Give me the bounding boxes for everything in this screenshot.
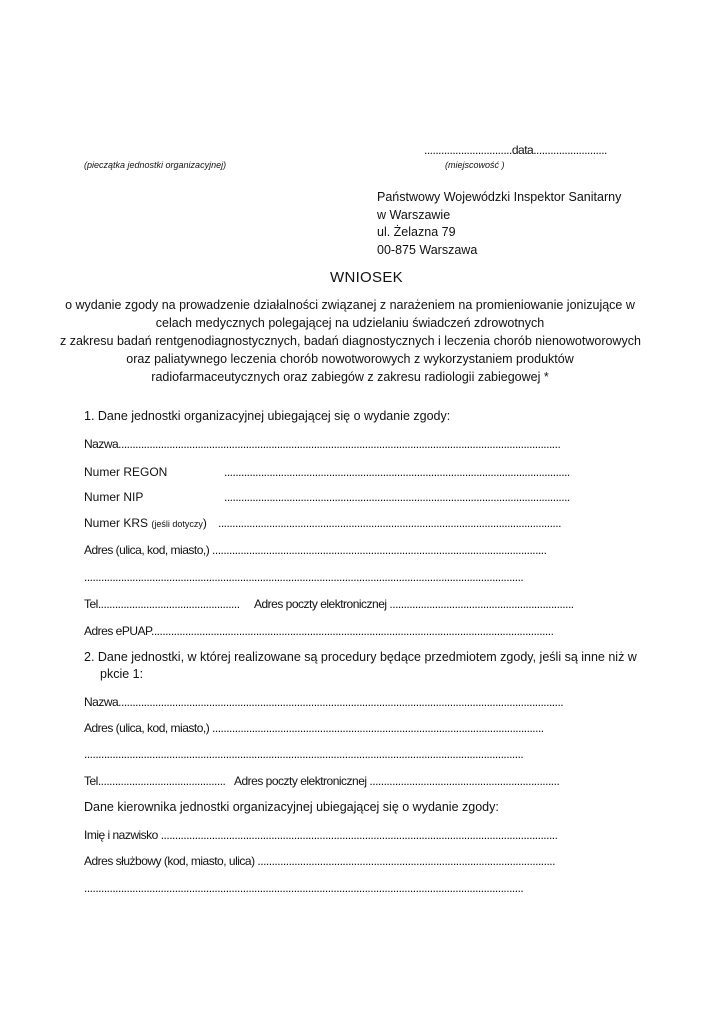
document-subtitle <box>60 296 640 386</box>
krs-label-text: Numer KRS <box>84 516 149 530</box>
subtitle-line: oraz paliatywnego leczenia chorób nowotworowych z wykorzystaniem produktów <box>126 352 574 366</box>
manager-address-field[interactable]: Adres służbowy (kod, miasto, ulica) ......................................................................................................... <box>84 854 555 868</box>
epuap-field[interactable]: Adres ePUAP.............................................................................................................................................. <box>84 624 554 638</box>
section2-email-field[interactable]: Adres poczty elektronicznej ................................................................... <box>234 774 560 788</box>
nip-field[interactable]: .......................................................................................................................... <box>224 490 570 504</box>
address-continuation-field[interactable]: ........................................................................................................................................................... <box>84 570 524 584</box>
krs-note: (jeśli dotyczy <box>151 519 203 529</box>
nip-label: Numer NIP <box>84 490 144 504</box>
date-line[interactable]: ...............................data.......................... <box>424 143 607 157</box>
section1-heading: 1. Dane jednostki organizacyjnej ubiegającej się o wydanie zgody: <box>84 409 451 423</box>
krs-label <box>84 516 207 530</box>
section2-phone-field[interactable]: Tel............................................. <box>84 774 226 788</box>
recipient-line-2: w Warszawie <box>377 207 451 222</box>
document-title: WNIOSEK <box>330 269 403 286</box>
subtitle-line: radiofarmaceutycznych oraz zabiegów z zakresu radiologii zabiegowej * <box>151 370 549 384</box>
regon-field[interactable]: .......................................................................................................................... <box>224 465 570 479</box>
address-field[interactable]: Adres (ulica, kod, miasto,) ...................................................................................................................... <box>84 543 547 557</box>
section2-heading-line2: pkcie 1: <box>100 667 144 681</box>
recipient-line-3: ul. Żelazna 79 <box>377 225 456 239</box>
section2-address-field[interactable]: Adres (ulica, kod, miasto,) ..................................................................................................................... <box>84 721 544 735</box>
section2-address-continuation-field[interactable]: ........................................................................................................................................................... <box>84 747 524 761</box>
recipient-line-4: 00-875 Warszawa <box>377 242 478 257</box>
subtitle-line: o wydanie zgody na prowadzenie działalności związanej z narażeniem na promieniowanie jonizujące w <box>65 298 635 312</box>
regon-label: Numer REGON <box>84 465 168 479</box>
section2-heading-line1: 2. Dane jednostki, w której realizowane są procedury będące przedmiotem zgody, jeśli są inne niż w <box>84 650 637 664</box>
manager-name-field[interactable]: Imię i nazwisko ............................................................................................................................................ <box>84 828 558 842</box>
phone-field[interactable]: Tel.................................................. <box>84 597 240 611</box>
email-field[interactable]: Adres poczty elektronicznej ................................................................. <box>254 597 574 611</box>
krs-paren: ) <box>202 516 207 530</box>
krs-field[interactable]: ......................................................................................................................... <box>218 516 561 530</box>
subtitle-line: celach medycznych polegającej na udzielaniu świadczeń zdrowotnych <box>155 316 545 330</box>
subtitle-line: z zakresu badań rentgenodiagnostycznych, badań diagnostycznych i leczenia chorób nienowotworowych <box>60 334 641 348</box>
stamp-caption: (pieczątka jednostki organizacyjnej) <box>84 160 227 170</box>
manager-heading: Dane kierownika jednostki organizacyjnej ubiegającej się o wydanie zgody: <box>84 800 499 814</box>
name-field[interactable]: Nazwa............................................................................................................................................................ <box>84 437 561 451</box>
section2-name-field[interactable]: Nazwa............................................................................................................................................................. <box>84 695 564 709</box>
recipient-line-1: Państwowy Wojewódzki Inspektor Sanitarny <box>377 190 622 204</box>
recipient-address <box>377 189 621 259</box>
manager-address-continuation-field[interactable]: ........................................................................................................................................................... <box>84 881 524 895</box>
place-caption: (miejscowość ) <box>445 160 505 170</box>
